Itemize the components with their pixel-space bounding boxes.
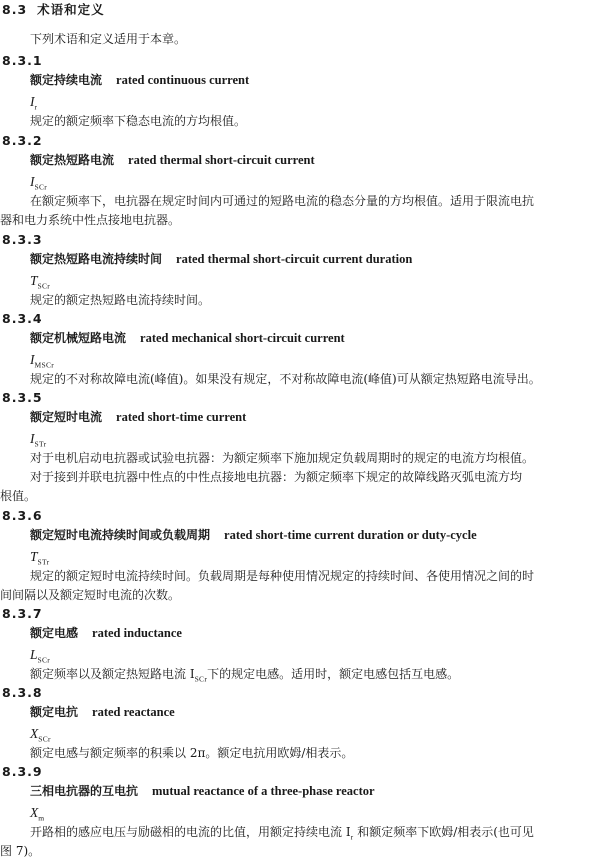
symbol-subscript: m <box>38 813 45 823</box>
term-cn: 额定电感 <box>30 626 79 640</box>
symbol-subscript: SCr <box>37 655 51 665</box>
symbol-letter: T <box>30 273 38 288</box>
symbol-letter: T <box>30 549 38 564</box>
term-number: 8.3.8 <box>2 685 43 700</box>
symbol-subscript: SCr <box>37 281 51 291</box>
term-description: 规定的额定频率下稳态电流的方均根值。 <box>30 114 247 128</box>
term-description: 对于电机启动电抗器或试验电抗器：为额定频率下施加规定负载周期时的规定的电流方均根值。 <box>30 451 535 465</box>
term-en: rated short-time current duration or duty-cycle <box>224 528 477 542</box>
intro-text: 下列术语和定义适用于本章。 <box>30 32 187 46</box>
term-title <box>30 783 375 799</box>
term-description: 对于接到并联电抗器中性点的中性点接地电抗器：为额定频率下规定的故障线路灭弧电流方均 <box>30 470 523 484</box>
symbol-letter: X <box>30 805 39 820</box>
term-en: rated inductance <box>92 626 182 640</box>
term-cn: 额定短时电流 <box>30 410 103 424</box>
section-title: 术语和定义 <box>37 2 105 17</box>
term-description-cont: 间间隔以及额定短时电流的次数。 <box>0 588 181 602</box>
term-title <box>30 251 412 267</box>
term-title <box>30 625 182 641</box>
desc-text: 额定频率以及额定热短路电流 I <box>30 667 195 681</box>
term-en: rated thermal short-circuit current duration <box>176 252 413 266</box>
desc-subscript: r <box>350 832 354 842</box>
desc-subscript: SCr <box>194 674 208 684</box>
term-cn: 额定热短路电流 <box>30 153 115 167</box>
desc-text: 开路相的感应电压与励磁相的电流的比值，用额定持续电流 I <box>30 825 351 839</box>
symbol-subscript: r <box>34 102 38 112</box>
term-cn: 三相电抗器的互电抗 <box>30 784 139 798</box>
symbol-letter: I <box>30 431 35 446</box>
term-title <box>30 72 249 88</box>
term-cn: 额定短时电流持续时间或负载周期 <box>30 528 211 542</box>
symbol-letter: X <box>30 726 39 741</box>
term-cn: 额定机械短路电流 <box>30 331 127 345</box>
term-en: rated short-time current <box>116 410 247 424</box>
term-en: rated thermal short-circuit current <box>128 153 315 167</box>
symbol-letter: L <box>30 647 38 662</box>
term-description: 规定的额定热短路电流持续时间。 <box>30 293 211 307</box>
symbol-subscript: SCr <box>38 734 51 744</box>
symbol-subscript: STr <box>37 557 50 567</box>
term-description: 在额定频率下，电抗器在规定时间内可通过的短路电流的稳态分量的方均根值。适用于限流电抗 <box>30 194 535 208</box>
term-cn: 额定持续电流 <box>30 73 103 87</box>
term-cn: 额定热短路电流持续时间 <box>30 252 163 266</box>
term-en: rated continuous current <box>116 73 250 87</box>
desc-text: 和额定频率下欧姆/相表示(也可见 <box>353 825 534 839</box>
symbol-subscript: MSCr <box>34 360 55 370</box>
term-title <box>30 152 315 168</box>
term-cn: 额定电抗 <box>30 705 79 719</box>
section-number: 8.3 <box>2 2 28 17</box>
term-description: 规定的不对称故障电流(峰值)。如果没有规定，不对称故障电流(峰值)可从额定热短路电流导出。 <box>30 372 541 386</box>
term-en: mutual reactance of a three-phase reactor <box>152 784 375 798</box>
term-description: 规定的额定短时电流持续时间。负载周期是每种使用情况规定的持续时间、各使用情况之间的时 <box>30 569 535 583</box>
term-number: 8.3.6 <box>2 508 43 523</box>
term-title <box>30 330 345 346</box>
symbol-subscript: SCr <box>34 182 48 192</box>
term-number: 8.3.5 <box>2 390 43 405</box>
term-title <box>30 409 246 425</box>
term-en: rated reactance <box>92 705 175 719</box>
term-number: 8.3.9 <box>2 764 43 779</box>
symbol-letter: I <box>30 174 35 189</box>
term-en: rated mechanical short-circuit current <box>140 331 345 345</box>
symbol-subscript: STr <box>34 439 47 449</box>
term-number: 8.3.2 <box>2 133 43 148</box>
section-heading <box>2 2 105 18</box>
term-number: 8.3.7 <box>2 606 43 621</box>
term-number: 8.3.1 <box>2 53 43 68</box>
term-number: 8.3.4 <box>2 311 43 326</box>
term-description: 额定电感与额定频率的积乘以 2π。额定电抗用欧姆/相表示。 <box>30 746 354 760</box>
symbol-letter: I <box>30 94 35 109</box>
term-description-cont: 图 7)。 <box>0 844 41 858</box>
term-number: 8.3.3 <box>2 232 43 247</box>
symbol-letter: I <box>30 352 35 367</box>
term-description <box>30 665 600 688</box>
term-title <box>30 527 477 543</box>
desc-text: 下的规定电感。适用时，额定电感包括互电感。 <box>207 667 460 681</box>
term-description-cont: 器和电力系统中性点接地电抗器。 <box>0 213 181 227</box>
term-description-cont: 根值。 <box>0 489 37 503</box>
term-title <box>30 704 175 720</box>
